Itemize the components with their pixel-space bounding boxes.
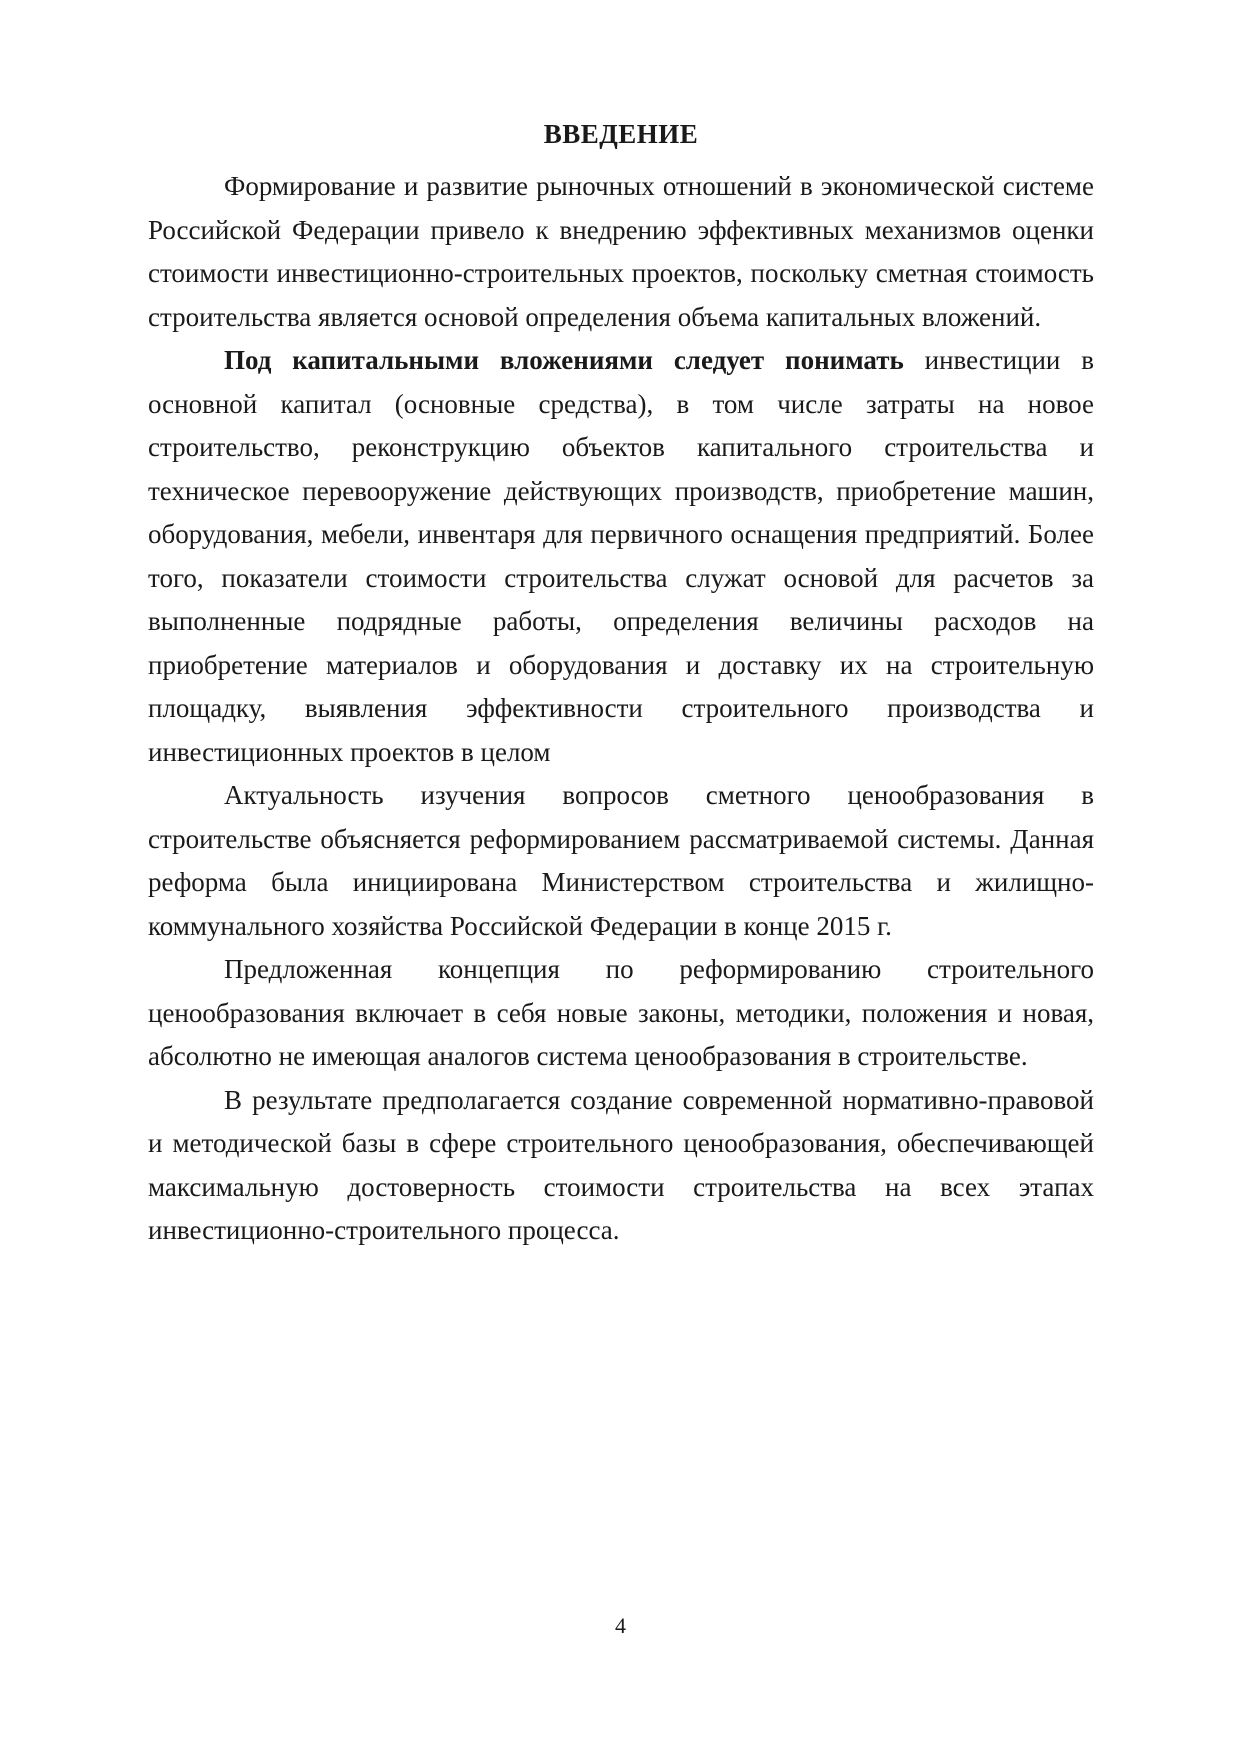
section-heading: ВВЕДЕНИЕ xyxy=(543,119,699,149)
paragraph-5-text: В результате предполагается создание современной нормативно-правовой и методической базы в сфере строительного ценообразования, обеспечивающей максимальную достоверность стоимости строительства на всех этапах инвестиционно-строительного процесса. xyxy=(148,1084,1094,1245)
paragraph-5 xyxy=(148,1079,1094,1253)
paragraph-3-text: Актуальность изучения вопросов сметного ценообразования в строительстве объясняется реформированием рассматриваемой системы. Данная реформа была инициирована Министерством строительства и жилищно-коммунального хозяйства Российской Федерации в конце 2015 г. xyxy=(148,780,1094,941)
paragraph-1 xyxy=(148,165,1094,339)
paragraph-4-text: Предложенная концепция по реформированию строительного ценообразования включает в себя новые законы, методики, положения и новая, абсолютно не имеющая аналогов система ценообразования в строительстве. xyxy=(148,954,1094,1071)
paragraph-2 xyxy=(148,339,1094,774)
paragraph-2-bold-lead: Под капитальными вложениями следует понимать xyxy=(224,345,904,375)
page-number: 4 xyxy=(615,1613,626,1638)
paragraph-4 xyxy=(148,948,1094,1079)
paragraph-1-text: Формирование и развитие рыночных отношений в экономической системе Российской Федерации привело к внедрению эффективных механизмов оценки стоимости инвестиционно-строительных проектов, поскольку сметная стоимость строительства является основой определения объема капитальных вложений. xyxy=(148,171,1094,332)
paragraph-2-text: инвестиции в основной капитал (основные средства), в том числе затраты на новое строительство, реконструкцию объектов капитального строительства и техническое перевооружение действующих производств, приобретение машин, оборудования, мебели, инвентаря для первичного оснащения предприятий. Более того, показатели стоимости строительства служат основой для расчетов за выполненные подрядные работы, определения величины расходов на приобретение материалов и оборудования и доставку их на строительную площадку, выявления эффективности строительного производства и инвестиционных проектов в целом xyxy=(148,345,1094,767)
paragraph-3 xyxy=(148,774,1094,948)
body-text xyxy=(148,165,1094,1253)
